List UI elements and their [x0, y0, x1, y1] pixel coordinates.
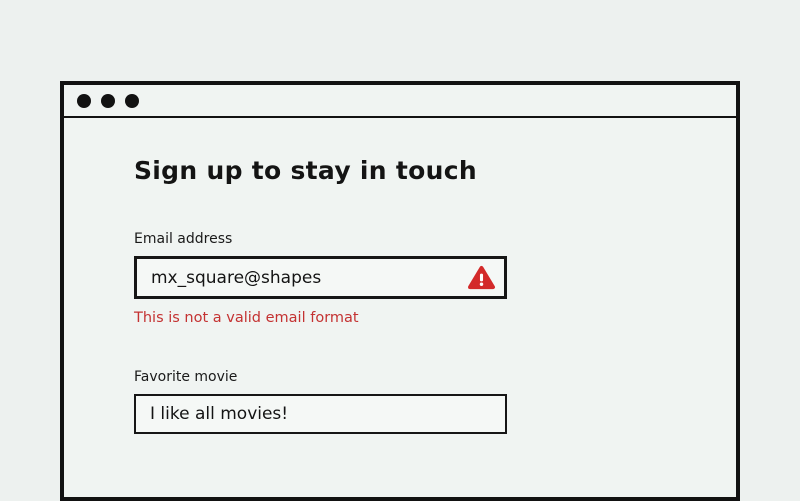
- movie-input-wrap: [134, 394, 507, 434]
- window-dot-icon[interactable]: [101, 94, 115, 108]
- window-dot-icon[interactable]: [77, 94, 91, 108]
- browser-window: [60, 81, 740, 501]
- movie-input[interactable]: [134, 394, 507, 434]
- email-label: Email address: [134, 231, 233, 247]
- email-input[interactable]: [134, 256, 507, 299]
- page-title: Sign up to stay in touch: [134, 156, 477, 185]
- window-dot-icon[interactable]: [125, 94, 139, 108]
- window-titlebar: [64, 85, 736, 118]
- movie-label: Favorite movie: [134, 369, 238, 385]
- email-error-message: This is not a valid email format: [134, 310, 359, 326]
- window-content: [64, 156, 736, 434]
- email-input-wrap: [134, 256, 507, 299]
